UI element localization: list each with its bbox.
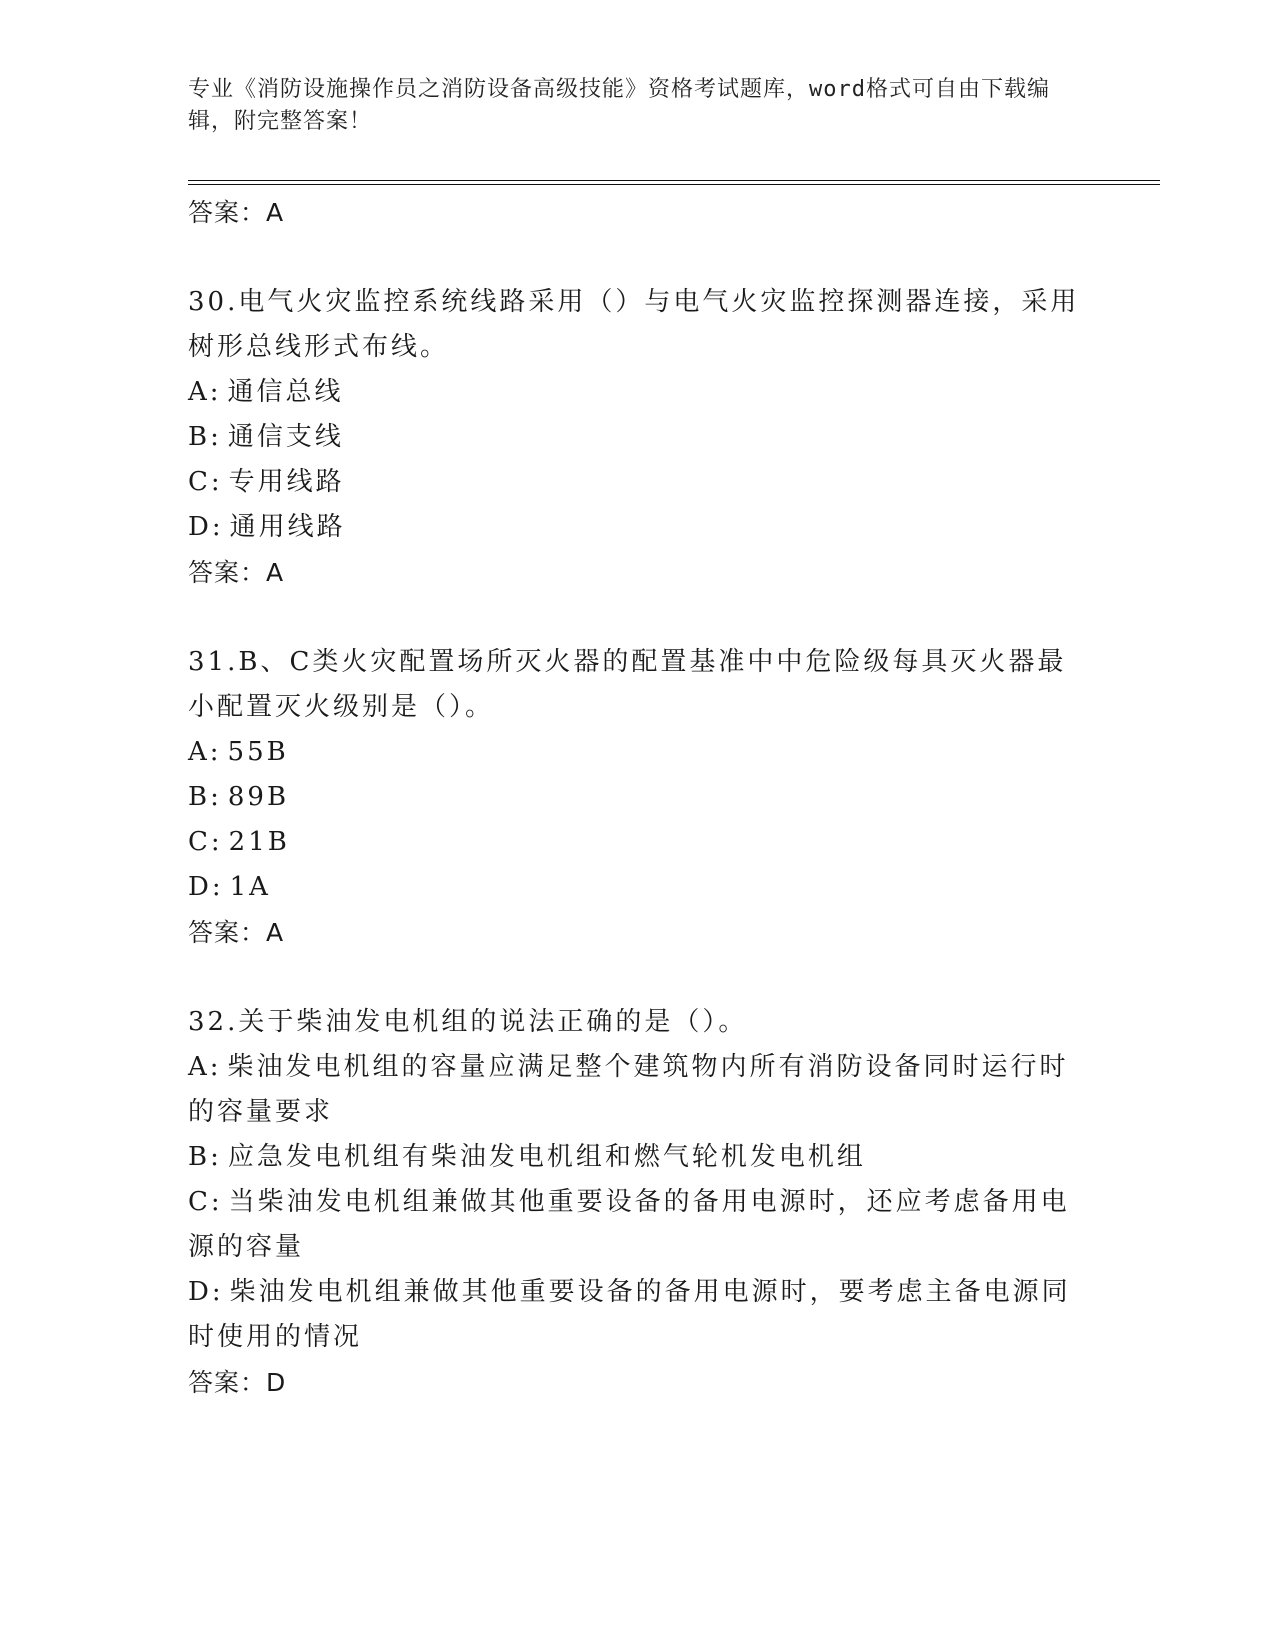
option-text: 柴油发电机组兼做其他重要设备的备用电源时，要考虑主备电源同时使用的情况: [188, 1277, 1071, 1352]
option-key: B:: [188, 1142, 222, 1172]
option-a: [188, 370, 1088, 415]
option-d: [188, 505, 1088, 550]
option-text: 1A: [229, 872, 271, 902]
question-30: [188, 280, 1088, 595]
option-key: A:: [188, 1052, 222, 1082]
option-text: 当柴油发电机组兼做其他重要设备的备用电源时，还应考虑备用电源的容量: [188, 1187, 1070, 1262]
option-text: 专用线路: [228, 467, 345, 497]
option-text: 应急发电机组有柴油发电机组和燃气轮机发电机组: [227, 1142, 866, 1172]
question-list: [188, 190, 1088, 1405]
answer-line: 答案：A: [188, 918, 285, 947]
option-key: C:: [188, 827, 223, 857]
option-key: C:: [188, 1187, 223, 1217]
option-c: [188, 820, 1088, 865]
option-a: [188, 1045, 1088, 1135]
answer-line: 答案：D: [188, 1368, 287, 1397]
option-key: B:: [188, 422, 222, 452]
question-stem: 31.B、C类火灾配置场所灭火器的配置基准中中危险级每具灭火器最小配置灭火级别是（）。: [188, 647, 1067, 722]
option-text: 柴油发电机组的容量应满足整个建筑物内所有消防设备同时运行时的容量要求: [188, 1052, 1069, 1127]
option-text: 21B: [228, 827, 290, 857]
answer-line: 答案：A: [188, 558, 285, 587]
option-key: C:: [188, 467, 223, 497]
option-c: [188, 1180, 1088, 1270]
option-text: 89B: [227, 782, 290, 812]
option-c: [188, 460, 1088, 505]
question-stem: 32.关于柴油发电机组的说法正确的是（）。: [188, 1007, 748, 1037]
option-d: [188, 1270, 1088, 1360]
question-stem: 30.电气火灾监控系统线路采用（）与电气火灾监控探测器连接，采用树形总线形式布线。: [188, 287, 1080, 362]
answer-line: 答案：A: [188, 198, 285, 227]
option-text: 通用线路: [229, 512, 346, 542]
option-key: A:: [188, 737, 222, 767]
option-b: [188, 775, 1088, 820]
document-header: 专业《消防设施操作员之消防设备高级技能》资格考试题库，word格式可自由下载编辑，附完整答案！: [188, 77, 1050, 134]
header-divider-double: [188, 184, 1160, 185]
option-b: [188, 415, 1088, 460]
option-a: [188, 730, 1088, 775]
option-d: [188, 865, 1088, 910]
question-32: [188, 1000, 1088, 1405]
option-key: B:: [188, 782, 222, 812]
question-31: [188, 640, 1088, 955]
option-key: D:: [188, 1277, 224, 1307]
option-key: D:: [188, 872, 224, 902]
option-text: 通信支线: [227, 422, 344, 452]
header-divider: [188, 180, 1160, 181]
option-key: D:: [188, 512, 224, 542]
option-text: 55B: [227, 737, 289, 767]
option-key: A:: [188, 377, 222, 407]
option-b: [188, 1135, 1088, 1180]
option-text: 通信总线: [227, 377, 344, 407]
